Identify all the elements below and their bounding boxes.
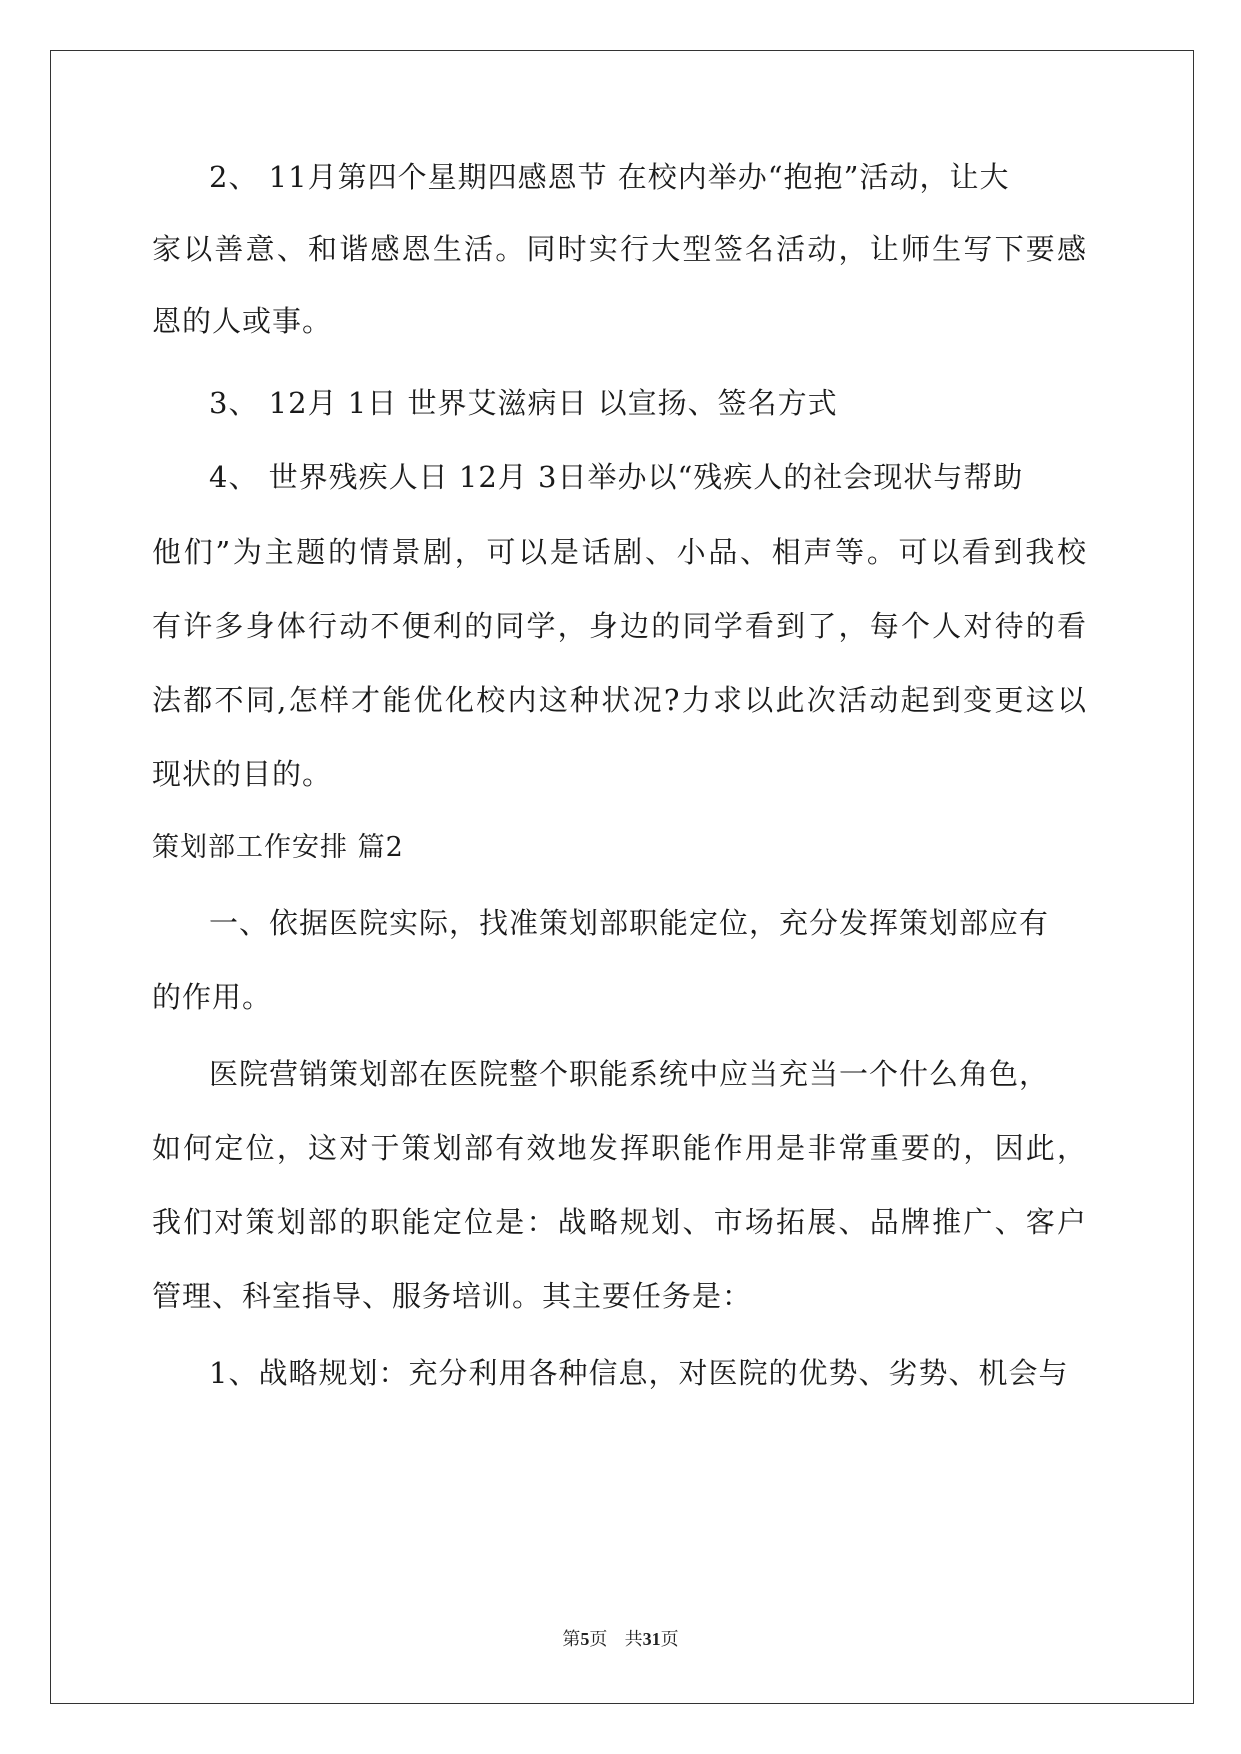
paragraph-line: 的作用。 xyxy=(152,980,273,1014)
paragraph-line: 法都不同,怎样才能优化校内这种状况?力求以此次活动起到变更这以 xyxy=(152,683,1087,717)
paragraph-line: 有许多身体行动不便利的同学，身边的同学看到了，每个人对待的看 xyxy=(152,609,1087,643)
page-footer xyxy=(0,1628,1241,1651)
paragraph-line: 3、 12月 1日 世界艾滋病日 以宣扬、签名方式 xyxy=(209,386,838,420)
footer-prefix: 第 xyxy=(562,1629,581,1650)
paragraph-line: 1、战略规划：充分利用各种信息，对医院的优势、劣势、机会与 xyxy=(209,1356,1069,1390)
paragraph-line: 一、依据医院实际，找准策划部职能定位，充分发挥策划部应有 xyxy=(209,906,1050,940)
section-heading: 策划部工作安排 篇2 xyxy=(152,832,404,863)
paragraph-line: 他们”为主题的情景剧，可以是话剧、小品、相声等。可以看到我校 xyxy=(152,535,1087,569)
page-border xyxy=(50,50,1194,1704)
footer-total-prefix: 共 xyxy=(624,1629,643,1650)
paragraph-line: 家以善意、和谐感恩生活。同时实行大型签名活动，让师生写下要感 xyxy=(152,232,1087,266)
paragraph-line: 管理、科室指导、服务培训。其主要任务是： xyxy=(152,1279,753,1313)
paragraph-line: 现状的目的。 xyxy=(152,757,333,791)
current-page-number: 5 xyxy=(580,1629,590,1649)
paragraph-line: 2、 11月第四个星期四感恩节 在校内举办“抱抱”活动，让大 xyxy=(209,160,1010,194)
footer-total-suffix: 页 xyxy=(660,1629,679,1650)
paragraph-line: 医院营销策划部在医院整个职能系统中应当充当一个什么角色， xyxy=(209,1057,1050,1091)
paragraph-line: 恩的人或事。 xyxy=(152,304,333,338)
footer-page-suffix: 页 xyxy=(589,1629,608,1650)
paragraph-line: 如何定位，这对于策划部有效地发挥职能作用是非常重要的，因此， xyxy=(152,1131,1087,1165)
paragraph-line: 我们对策划部的职能定位是：战略规划、市场拓展、品牌推广、客户 xyxy=(152,1205,1087,1239)
paragraph-line: 4、 世界残疾人日 12月 3日举办以“残疾人的社会现状与帮助 xyxy=(209,460,1024,494)
total-pages-number: 31 xyxy=(642,1629,661,1649)
